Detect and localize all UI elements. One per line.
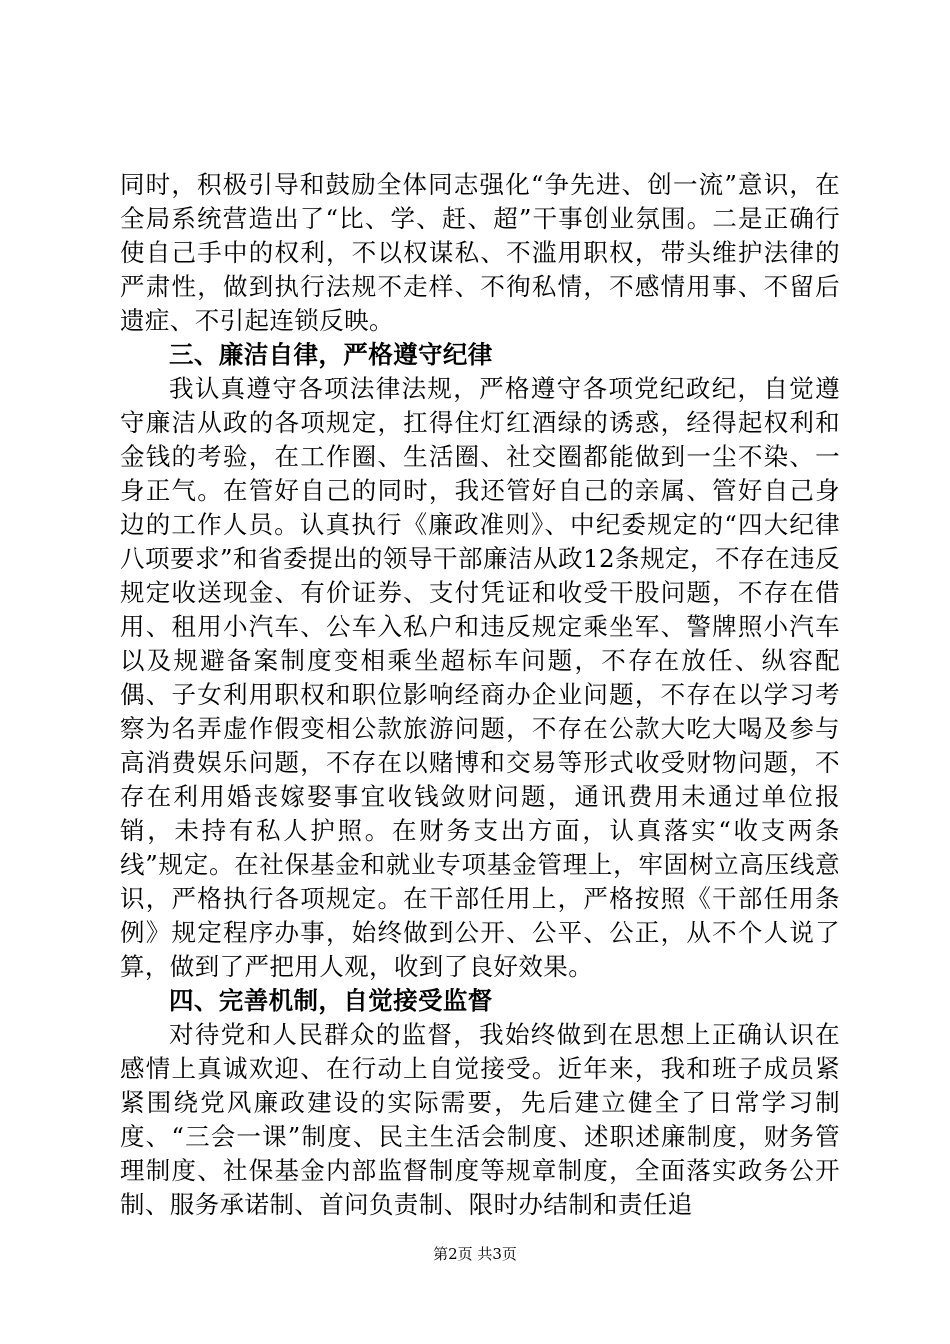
paragraph-continuation: 同时，积极引导和鼓励全体同志强化“争先进、创一流”意识，在全局系统营造出了“比、学、赶、超”干事创业氛围。二是正确行使自己手中的权利，不以权谋私、不滥用职权，带头维护法律的严肃性，做到执行法规不走样、不徇私情，不感情用事、不留后遗症、不引起连锁反映。 — [120, 170, 840, 335]
paragraph-integrity: 我认真遵守各项法律法规，严格遵守各项党纪政纪，自觉遵守廉洁从政的各项规定，扛得住灯红酒绿的诱惑，经得起权利和金钱的考验，在工作圈、生活圈、社交圈都能做到一尘不染、一身正气。在管好自己的同时，我还管好自己的亲属、管好自己身边的工作人员。认真执行《廉政准则》、中纪委规定的“四大纪律八项要求”和省委提出的领导干部廉洁从政12条规定，不存在违反规定收送现金、有价证券、支付凭证和收受干股问题，不存在借用、租用小汽车、公车入私户和违反规定乘坐军、警牌照小汽车以及规避备案制度变相乘坐超标车问题，不存在放任、纵容配偶、子女利用职权和职位影响经商办企业问题，不存在以学习考察为名弄虚作假变相公款旅游问题，不存在公款大吃大喝及参与高消费娱乐问题，不存在以赌博和交易等形式收受财物问题，不存在利用婚丧嫁娶事宜收钱敛财问题，通讯费用未通过单位报销，未持有私人护照。在财务支出方面，认真落实“收支两条线”规定。在社保基金和就业专项基金管理上，牢固树立高压线意识，严格执行各项规定。在干部任用上，严格按照《干部任用条例》规定程序办事，始终做到公开、公平、公正，从不个人说了算，做到了严把用人观，收到了良好效果。 — [120, 374, 840, 981]
document-body — [120, 168, 840, 1222]
section-heading-4: 四、完善机制，自觉接受监督 — [169, 986, 493, 1015]
section-heading-3: 三、廉洁自律，严格遵守纪律 — [169, 340, 493, 369]
paragraph-supervision: 对待党和人民群众的监督，我始终做到在思想上正确认识在感情上真诚欢迎、在行动上自觉接受。近年来，我和班子成员紧紧围绕党风廉政建设的实际需要，先后建立健全了日常学习制度、“三会一课”制度、民主生活会制度、述职述廉制度，财务管理制度、社保基金内部监督制度等规章制度，全面落实政务公开制、服务承诺制、首问负责制、限时办结制和责任追 — [120, 1020, 840, 1219]
page-number-footer: 第2页 共3页 — [433, 1245, 517, 1263]
